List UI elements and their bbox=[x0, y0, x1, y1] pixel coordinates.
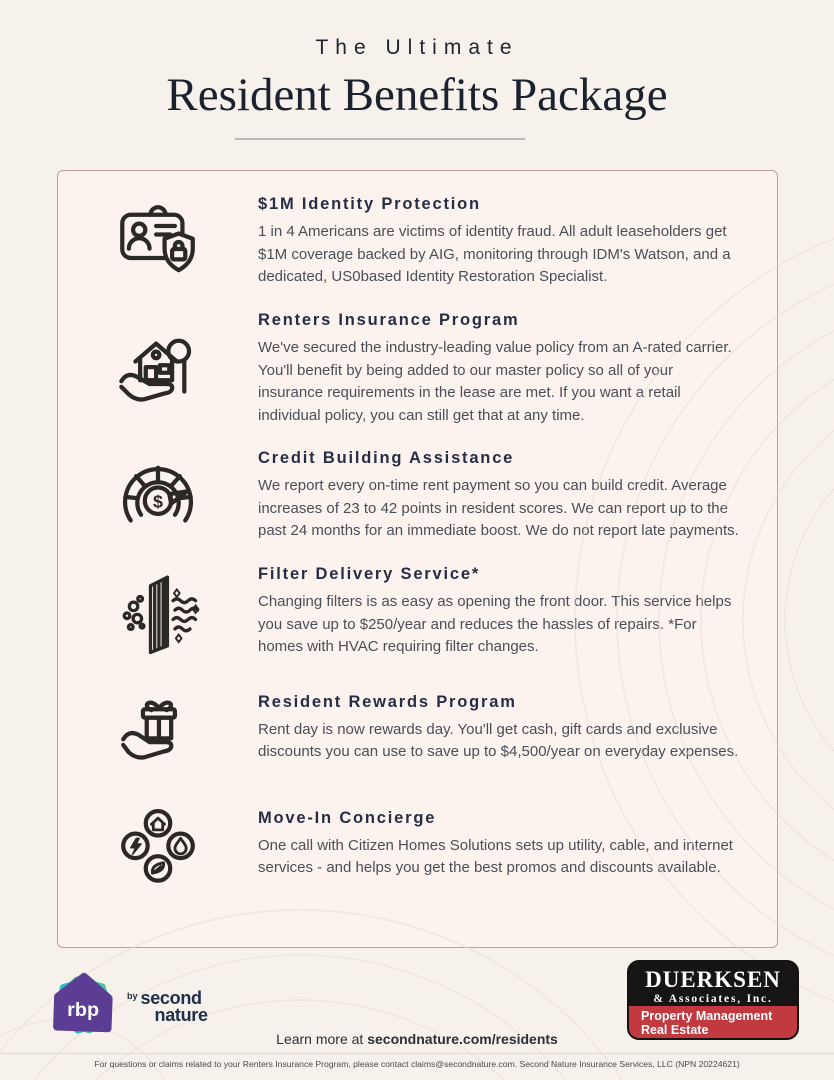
benefit-section bbox=[94, 449, 741, 543]
benefit-heading: Filter Delivery Service* bbox=[258, 565, 481, 584]
benefit-section bbox=[94, 797, 741, 891]
learn-more-prefix: Learn more at bbox=[276, 1031, 368, 1047]
hand-holding-house-icon bbox=[94, 322, 222, 416]
benefit-section bbox=[94, 311, 741, 427]
benefit-heading: $1M Identity Protection bbox=[258, 195, 481, 214]
benefit-body: Changing filters is as easy as opening the front door. This service helps you save up to $250/year and reduces the hassles of repairs. *For homes with HVAC requiring filter changes. bbox=[258, 593, 732, 656]
by-second-nature bbox=[127, 984, 208, 1023]
benefit-heading: Renters Insurance Program bbox=[258, 311, 520, 329]
benefit-section bbox=[94, 681, 741, 775]
benefit-heading: Move-In Concierge bbox=[258, 808, 437, 827]
second-nature-wordmark: second nature bbox=[140, 988, 208, 1025]
title-divider bbox=[235, 138, 525, 140]
fine-print: For questions or claims related to your Renters Insurance Program, please contact claims@secondnature.com. Second Nature Insurance Services, LLC (NPN 20224621) bbox=[94, 1059, 740, 1069]
benefit-heading: Credit Building Assistance bbox=[258, 449, 515, 468]
rbp-label: rbp bbox=[67, 999, 100, 1022]
benefit-section bbox=[94, 195, 741, 289]
benefit-body: We've secured the industry-leading value policy from an A-rated carrier. You'll benefit by being added to our master policy so all of your insurance requirements in the lease are met. If you want a retail individual policy, you can still get that at any time. bbox=[258, 339, 732, 424]
benefits-panel bbox=[57, 170, 778, 948]
air-filter-icon bbox=[94, 565, 222, 659]
rbp-badge bbox=[52, 972, 118, 1036]
id-card-shield-icon bbox=[94, 195, 222, 289]
credit-gauge-icon bbox=[94, 449, 222, 543]
page-title: Resident Benefits Package bbox=[166, 69, 668, 121]
benefit-heading: Resident Rewards Program bbox=[258, 692, 517, 711]
residents-url: secondnature.com/residents bbox=[367, 1031, 558, 1047]
hand-holding-gift-icon bbox=[94, 681, 222, 775]
utilities-circles-icon bbox=[94, 797, 222, 891]
header bbox=[0, 0, 834, 140]
benefit-body: 1 in 4 Americans are victims of identity fraud. All adult leaseholders get $1M coverage backed by AIG, monitoring through IDM's Watson, and a dedicated, US0based Identity Restoration Specialist. bbox=[258, 223, 731, 286]
duerksen-subtitle: & Associates, Inc. bbox=[653, 993, 773, 1005]
benefit-body: Rent day is now rewards day. You'll get cash, gift cards and exclusive discounts you can use to save up to $4,500/year on everyday expenses. bbox=[258, 720, 739, 760]
duerksen-name: DUERKSEN bbox=[645, 967, 781, 992]
rbp-second-nature-logo bbox=[52, 972, 208, 1036]
footer-divider bbox=[0, 1053, 834, 1054]
benefit-section bbox=[94, 565, 741, 659]
title-eyebrow: The Ultimate bbox=[315, 36, 519, 59]
duerksen-line1: Property Management bbox=[641, 1009, 773, 1023]
benefit-body: One call with Citizen Homes Solutions sets up utility, cable, and internet services - and helps you get the best promos and discounts available. bbox=[258, 836, 733, 876]
svg-text:$: $ bbox=[153, 491, 163, 512]
by-label: by bbox=[127, 991, 138, 1002]
duerksen-line2: Real Estate bbox=[641, 1023, 709, 1038]
duerksen-logo bbox=[627, 960, 799, 1040]
benefit-body: We report every on-time rent payment so you can build credit. Average increases of 23 to 42 points in resident scores. We can report up to the past 24 months for an immediate boost. We do not report late payments. bbox=[258, 477, 739, 540]
